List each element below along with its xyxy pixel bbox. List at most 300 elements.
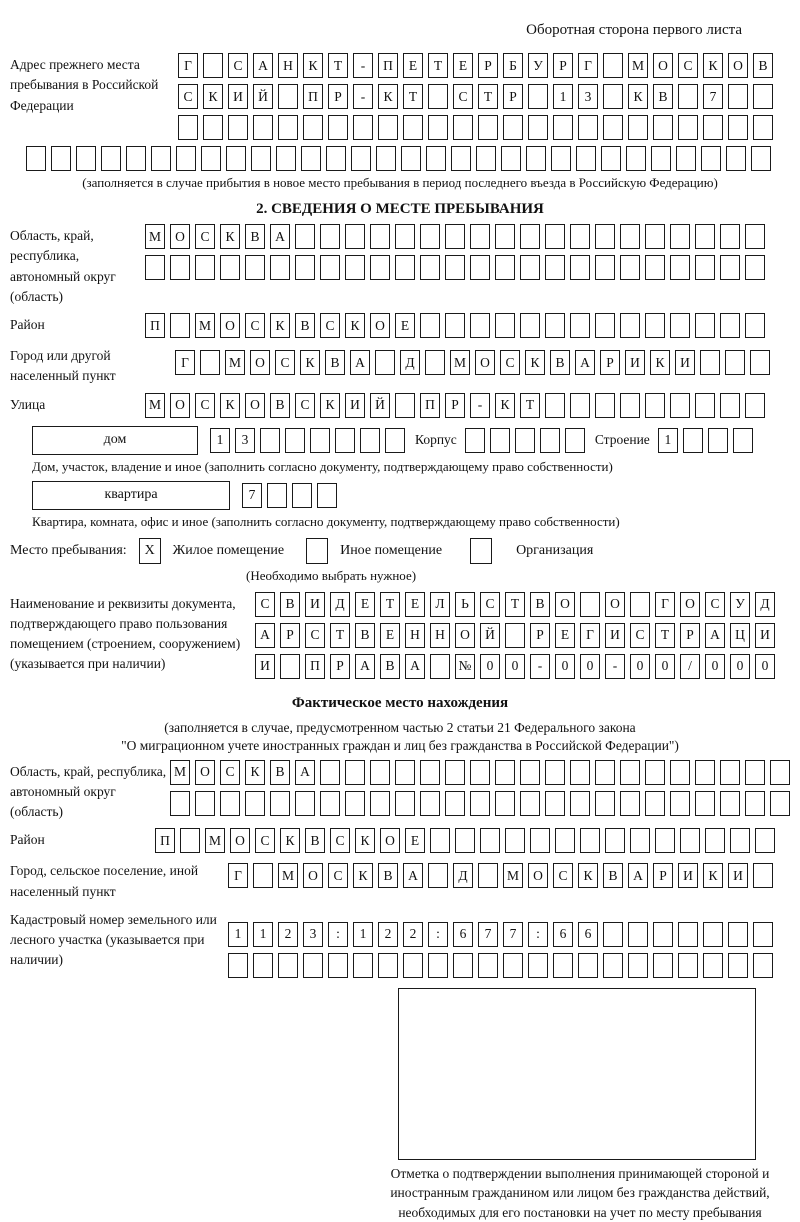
char-cell[interactable] — [495, 760, 515, 785]
char-cell[interactable] — [430, 828, 450, 853]
char-cell[interactable]: 3 — [235, 428, 255, 453]
fact-rayon-row[interactable] — [155, 828, 775, 853]
char-cell[interactable]: И — [675, 350, 695, 375]
char-cell[interactable] — [503, 115, 523, 140]
char-cell[interactable] — [595, 760, 615, 785]
char-cell[interactable]: Т — [505, 592, 525, 617]
char-cell[interactable] — [170, 791, 190, 816]
char-cell[interactable] — [695, 760, 715, 785]
checkbox-organizacia[interactable] — [470, 538, 492, 564]
char-cell[interactable] — [553, 953, 573, 978]
char-cell[interactable] — [745, 760, 765, 785]
char-cell[interactable] — [495, 313, 515, 338]
char-cell[interactable]: Т — [330, 623, 350, 648]
char-cell[interactable]: И — [255, 654, 275, 679]
char-cell[interactable]: Е — [405, 828, 425, 853]
char-cell[interactable]: М — [145, 393, 165, 418]
char-cell[interactable] — [528, 953, 548, 978]
char-cell[interactable]: Т — [520, 393, 540, 418]
char-cell[interactable] — [551, 146, 571, 171]
char-cell[interactable]: К — [703, 53, 723, 78]
char-cell[interactable]: У — [528, 53, 548, 78]
char-cell[interactable]: 1 — [210, 428, 230, 453]
char-cell[interactable]: С — [220, 760, 240, 785]
char-cell[interactable] — [683, 428, 703, 453]
char-cell[interactable] — [578, 115, 598, 140]
char-cell[interactable] — [570, 255, 590, 280]
char-cell[interactable]: Е — [555, 623, 575, 648]
char-cell[interactable]: К — [378, 84, 398, 109]
char-cell[interactable]: О — [230, 828, 250, 853]
char-cell[interactable]: К — [245, 760, 265, 785]
char-cell[interactable] — [651, 146, 671, 171]
char-cell[interactable]: В — [603, 863, 623, 888]
char-cell[interactable]: Д — [453, 863, 473, 888]
char-cell[interactable]: С — [228, 53, 248, 78]
char-cell[interactable]: Г — [178, 53, 198, 78]
prev-address-row-2[interactable] — [178, 84, 773, 109]
char-cell[interactable]: С — [245, 313, 265, 338]
char-cell[interactable] — [320, 255, 340, 280]
char-cell[interactable] — [453, 953, 473, 978]
char-cell[interactable] — [445, 224, 465, 249]
char-cell[interactable]: О — [728, 53, 748, 78]
char-cell[interactable]: К — [203, 84, 223, 109]
char-cell[interactable]: 7 — [703, 84, 723, 109]
char-cell[interactable]: Й — [253, 84, 273, 109]
char-cell[interactable]: 7 — [242, 483, 262, 508]
char-cell[interactable] — [528, 84, 548, 109]
char-cell[interactable]: : — [328, 922, 348, 947]
char-cell[interactable] — [670, 760, 690, 785]
char-cell[interactable] — [226, 146, 246, 171]
char-cell[interactable] — [728, 953, 748, 978]
char-cell[interactable] — [470, 313, 490, 338]
dom-field[interactable]: дом — [32, 426, 198, 455]
char-cell[interactable] — [320, 760, 340, 785]
char-cell[interactable]: Й — [370, 393, 390, 418]
char-cell[interactable]: Т — [328, 53, 348, 78]
char-cell[interactable] — [470, 255, 490, 280]
char-cell[interactable] — [260, 428, 280, 453]
char-cell[interactable] — [203, 53, 223, 78]
char-cell[interactable]: Е — [355, 592, 375, 617]
char-cell[interactable]: С — [480, 592, 500, 617]
fact-oblast-row-2[interactable] — [170, 791, 790, 816]
char-cell[interactable] — [603, 953, 623, 978]
char-cell[interactable] — [603, 922, 623, 947]
char-cell[interactable] — [26, 146, 46, 171]
char-cell[interactable] — [505, 623, 525, 648]
char-cell[interactable] — [353, 115, 373, 140]
char-cell[interactable]: С — [553, 863, 573, 888]
char-cell[interactable] — [228, 953, 248, 978]
char-cell[interactable] — [570, 313, 590, 338]
char-cell[interactable] — [345, 791, 365, 816]
char-cell[interactable]: К — [495, 393, 515, 418]
char-cell[interactable] — [395, 791, 415, 816]
char-cell[interactable]: Д — [330, 592, 350, 617]
char-cell[interactable] — [126, 146, 146, 171]
char-cell[interactable]: С — [500, 350, 520, 375]
char-cell[interactable] — [351, 146, 371, 171]
char-cell[interactable]: С — [195, 224, 215, 249]
char-cell[interactable] — [276, 146, 296, 171]
char-cell[interactable]: К — [353, 863, 373, 888]
char-cell[interactable] — [445, 791, 465, 816]
char-cell[interactable]: : — [528, 922, 548, 947]
char-cell[interactable] — [628, 115, 648, 140]
char-cell[interactable] — [753, 115, 773, 140]
char-cell[interactable]: С — [630, 623, 650, 648]
char-cell[interactable] — [653, 115, 673, 140]
char-cell[interactable]: М — [450, 350, 470, 375]
char-cell[interactable] — [201, 146, 221, 171]
char-cell[interactable] — [545, 791, 565, 816]
char-cell[interactable] — [445, 255, 465, 280]
char-cell[interactable]: К — [303, 53, 323, 78]
char-cell[interactable] — [565, 428, 585, 453]
char-cell[interactable]: О — [528, 863, 548, 888]
char-cell[interactable] — [645, 313, 665, 338]
char-cell[interactable] — [317, 483, 337, 508]
char-cell[interactable]: О — [455, 623, 475, 648]
char-cell[interactable] — [376, 146, 396, 171]
char-cell[interactable] — [751, 146, 771, 171]
char-cell[interactable] — [328, 953, 348, 978]
char-cell[interactable] — [51, 146, 71, 171]
char-cell[interactable] — [328, 115, 348, 140]
char-cell[interactable] — [395, 393, 415, 418]
char-cell[interactable]: Р — [653, 863, 673, 888]
char-cell[interactable]: Ц — [730, 623, 750, 648]
char-cell[interactable]: В — [653, 84, 673, 109]
char-cell[interactable] — [478, 953, 498, 978]
char-cell[interactable] — [378, 953, 398, 978]
char-cell[interactable] — [505, 828, 525, 853]
char-cell[interactable] — [470, 791, 490, 816]
checkbox-zhiloe[interactable]: X — [139, 538, 161, 564]
char-cell[interactable] — [267, 483, 287, 508]
char-cell[interactable] — [420, 224, 440, 249]
char-cell[interactable]: 0 — [580, 654, 600, 679]
char-cell[interactable] — [520, 791, 540, 816]
char-cell[interactable] — [445, 760, 465, 785]
char-cell[interactable]: 6 — [553, 922, 573, 947]
char-cell[interactable] — [476, 146, 496, 171]
char-cell[interactable] — [303, 115, 323, 140]
char-cell[interactable] — [628, 922, 648, 947]
char-cell[interactable] — [245, 255, 265, 280]
char-cell[interactable] — [395, 760, 415, 785]
char-cell[interactable]: О — [250, 350, 270, 375]
char-cell[interactable] — [478, 863, 498, 888]
char-cell[interactable]: С — [678, 53, 698, 78]
char-cell[interactable]: А — [295, 760, 315, 785]
prev-address-row-1[interactable] — [178, 53, 773, 78]
char-cell[interactable]: И — [755, 623, 775, 648]
char-cell[interactable]: Г — [578, 53, 598, 78]
char-cell[interactable] — [728, 84, 748, 109]
char-cell[interactable]: № — [455, 654, 475, 679]
char-cell[interactable]: 0 — [755, 654, 775, 679]
char-cell[interactable]: 7 — [478, 922, 498, 947]
char-cell[interactable] — [720, 255, 740, 280]
char-cell[interactable]: А — [350, 350, 370, 375]
char-cell[interactable] — [520, 255, 540, 280]
char-cell[interactable] — [545, 313, 565, 338]
char-cell[interactable] — [755, 828, 775, 853]
char-cell[interactable]: Т — [428, 53, 448, 78]
char-cell[interactable]: Т — [380, 592, 400, 617]
char-cell[interactable]: В — [530, 592, 550, 617]
char-cell[interactable]: О — [555, 592, 575, 617]
char-cell[interactable]: О — [370, 313, 390, 338]
char-cell[interactable] — [595, 313, 615, 338]
char-cell[interactable] — [620, 760, 640, 785]
char-cell[interactable] — [695, 393, 715, 418]
char-cell[interactable]: А — [253, 53, 273, 78]
char-cell[interactable] — [520, 313, 540, 338]
char-cell[interactable]: В — [355, 623, 375, 648]
char-cell[interactable] — [753, 922, 773, 947]
char-cell[interactable] — [745, 791, 765, 816]
char-cell[interactable] — [720, 393, 740, 418]
char-cell[interactable] — [170, 255, 190, 280]
char-cell[interactable]: И — [728, 863, 748, 888]
char-cell[interactable]: О — [303, 863, 323, 888]
char-cell[interactable] — [370, 791, 390, 816]
char-cell[interactable] — [501, 146, 521, 171]
char-cell[interactable] — [490, 428, 510, 453]
char-cell[interactable] — [295, 791, 315, 816]
char-cell[interactable] — [605, 828, 625, 853]
char-cell[interactable] — [253, 953, 273, 978]
char-cell[interactable] — [451, 146, 471, 171]
char-cell[interactable] — [303, 953, 323, 978]
char-cell[interactable] — [295, 255, 315, 280]
char-cell[interactable]: Г — [175, 350, 195, 375]
char-cell[interactable]: 0 — [655, 654, 675, 679]
char-cell[interactable] — [295, 224, 315, 249]
char-cell[interactable]: М — [628, 53, 648, 78]
char-cell[interactable]: Д — [755, 592, 775, 617]
char-cell[interactable] — [753, 863, 773, 888]
char-cell[interactable] — [628, 953, 648, 978]
char-cell[interactable]: И — [228, 84, 248, 109]
char-cell[interactable]: - — [353, 53, 373, 78]
char-cell[interactable] — [420, 255, 440, 280]
char-cell[interactable]: А — [628, 863, 648, 888]
char-cell[interactable]: Ь — [455, 592, 475, 617]
char-cell[interactable] — [420, 313, 440, 338]
char-cell[interactable] — [730, 828, 750, 853]
char-cell[interactable]: П — [378, 53, 398, 78]
char-cell[interactable] — [195, 255, 215, 280]
char-cell[interactable]: В — [270, 393, 290, 418]
char-cell[interactable]: К — [628, 84, 648, 109]
char-cell[interactable] — [770, 760, 790, 785]
char-cell[interactable] — [678, 922, 698, 947]
char-cell[interactable]: О — [380, 828, 400, 853]
char-cell[interactable] — [576, 146, 596, 171]
char-cell[interactable] — [470, 224, 490, 249]
char-cell[interactable] — [292, 483, 312, 508]
char-cell[interactable] — [770, 791, 790, 816]
char-cell[interactable] — [728, 922, 748, 947]
char-cell[interactable]: Т — [403, 84, 423, 109]
char-cell[interactable] — [320, 224, 340, 249]
char-cell[interactable]: В — [753, 53, 773, 78]
char-cell[interactable] — [151, 146, 171, 171]
char-cell[interactable] — [375, 350, 395, 375]
char-cell[interactable]: 7 — [503, 922, 523, 947]
char-cell[interactable]: И — [605, 623, 625, 648]
char-cell[interactable]: Р — [553, 53, 573, 78]
char-cell[interactable] — [270, 791, 290, 816]
char-cell[interactable]: К — [578, 863, 598, 888]
korpus-row[interactable] — [465, 428, 585, 453]
char-cell[interactable]: С — [275, 350, 295, 375]
char-cell[interactable] — [285, 428, 305, 453]
char-cell[interactable]: С — [328, 863, 348, 888]
char-cell[interactable] — [478, 115, 498, 140]
char-cell[interactable]: А — [270, 224, 290, 249]
char-cell[interactable]: Е — [453, 53, 473, 78]
char-cell[interactable]: 0 — [505, 654, 525, 679]
char-cell[interactable]: М — [278, 863, 298, 888]
kadastr-row-1[interactable] — [228, 922, 773, 947]
char-cell[interactable]: Г — [655, 592, 675, 617]
char-cell[interactable]: Г — [580, 623, 600, 648]
char-cell[interactable] — [720, 224, 740, 249]
char-cell[interactable]: Р — [600, 350, 620, 375]
dom-row[interactable] — [210, 428, 405, 453]
char-cell[interactable] — [220, 255, 240, 280]
char-cell[interactable] — [310, 428, 330, 453]
char-cell[interactable] — [253, 863, 273, 888]
char-cell[interactable] — [430, 654, 450, 679]
char-cell[interactable]: И — [305, 592, 325, 617]
char-cell[interactable]: / — [680, 654, 700, 679]
gorod-row[interactable] — [175, 350, 770, 375]
char-cell[interactable] — [280, 654, 300, 679]
char-cell[interactable] — [750, 350, 770, 375]
char-cell[interactable] — [428, 953, 448, 978]
char-cell[interactable]: Р — [328, 84, 348, 109]
char-cell[interactable]: 1 — [658, 428, 678, 453]
char-cell[interactable]: 1 — [353, 922, 373, 947]
char-cell[interactable]: А — [575, 350, 595, 375]
char-cell[interactable]: О — [680, 592, 700, 617]
char-cell[interactable] — [145, 255, 165, 280]
char-cell[interactable] — [170, 313, 190, 338]
char-cell[interactable] — [645, 224, 665, 249]
char-cell[interactable]: С — [305, 623, 325, 648]
char-cell[interactable]: М — [145, 224, 165, 249]
char-cell[interactable] — [745, 313, 765, 338]
char-cell[interactable]: К — [220, 393, 240, 418]
char-cell[interactable]: В — [550, 350, 570, 375]
char-cell[interactable] — [528, 115, 548, 140]
char-cell[interactable]: - — [530, 654, 550, 679]
char-cell[interactable] — [578, 953, 598, 978]
char-cell[interactable] — [395, 224, 415, 249]
char-cell[interactable] — [678, 115, 698, 140]
char-cell[interactable] — [670, 393, 690, 418]
char-cell[interactable] — [480, 828, 500, 853]
char-cell[interactable]: 0 — [555, 654, 575, 679]
char-cell[interactable]: 1 — [253, 922, 273, 947]
prev-address-row-3[interactable] — [178, 115, 773, 140]
char-cell[interactable]: С — [178, 84, 198, 109]
char-cell[interactable] — [733, 428, 753, 453]
char-cell[interactable]: К — [355, 828, 375, 853]
char-cell[interactable]: Е — [395, 313, 415, 338]
char-cell[interactable] — [278, 115, 298, 140]
char-cell[interactable] — [270, 255, 290, 280]
char-cell[interactable]: Р — [680, 623, 700, 648]
char-cell[interactable]: М — [170, 760, 190, 785]
char-cell[interactable] — [420, 791, 440, 816]
char-cell[interactable]: Б — [503, 53, 523, 78]
char-cell[interactable] — [428, 863, 448, 888]
char-cell[interactable] — [545, 760, 565, 785]
char-cell[interactable]: И — [678, 863, 698, 888]
char-cell[interactable] — [726, 146, 746, 171]
char-cell[interactable]: С — [195, 393, 215, 418]
char-cell[interactable] — [515, 428, 535, 453]
char-cell[interactable]: С — [255, 828, 275, 853]
char-cell[interactable]: И — [345, 393, 365, 418]
char-cell[interactable] — [220, 791, 240, 816]
ulitsa-row[interactable] — [145, 393, 765, 418]
oblast-row-2[interactable] — [145, 255, 765, 280]
char-cell[interactable]: П — [420, 393, 440, 418]
char-cell[interactable]: С — [255, 592, 275, 617]
prev-address-row-4[interactable] — [26, 146, 790, 171]
char-cell[interactable] — [708, 428, 728, 453]
char-cell[interactable]: К — [280, 828, 300, 853]
char-cell[interactable]: К — [270, 313, 290, 338]
char-cell[interactable] — [520, 224, 540, 249]
char-cell[interactable] — [680, 828, 700, 853]
char-cell[interactable] — [678, 84, 698, 109]
kvartira-row[interactable] — [242, 483, 337, 508]
kadastr-row-2[interactable] — [228, 953, 773, 978]
char-cell[interactable] — [753, 84, 773, 109]
char-cell[interactable] — [101, 146, 121, 171]
char-cell[interactable]: : — [428, 922, 448, 947]
char-cell[interactable]: А — [355, 654, 375, 679]
char-cell[interactable]: М — [205, 828, 225, 853]
char-cell[interactable] — [670, 255, 690, 280]
char-cell[interactable] — [570, 791, 590, 816]
char-cell[interactable] — [301, 146, 321, 171]
char-cell[interactable] — [278, 953, 298, 978]
char-cell[interactable] — [345, 255, 365, 280]
char-cell[interactable] — [720, 313, 740, 338]
char-cell[interactable]: Т — [655, 623, 675, 648]
char-cell[interactable] — [545, 393, 565, 418]
char-cell[interactable]: С — [320, 313, 340, 338]
char-cell[interactable] — [401, 146, 421, 171]
char-cell[interactable]: 0 — [705, 654, 725, 679]
char-cell[interactable] — [425, 350, 445, 375]
char-cell[interactable]: 3 — [303, 922, 323, 947]
char-cell[interactable] — [603, 115, 623, 140]
char-cell[interactable] — [426, 146, 446, 171]
